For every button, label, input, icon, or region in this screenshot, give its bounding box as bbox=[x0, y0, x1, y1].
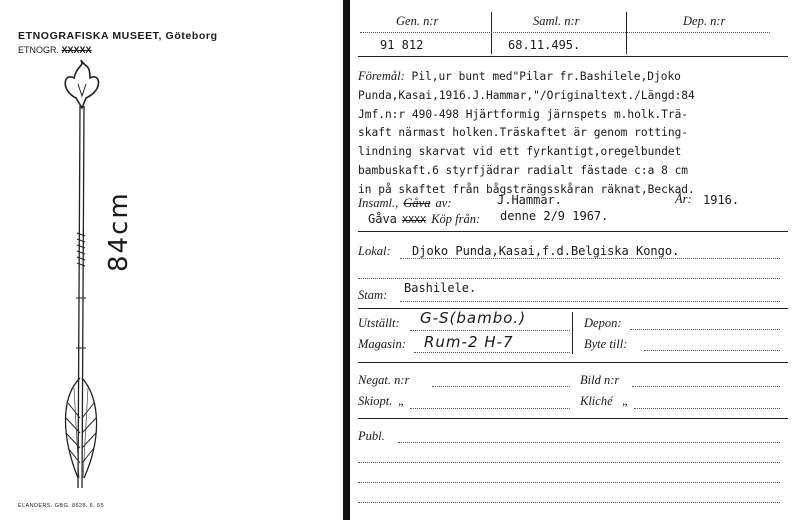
etnogr-struck-value: XXXXX bbox=[61, 45, 92, 55]
kop-row bbox=[368, 208, 480, 227]
arrow-drawing bbox=[40, 58, 130, 498]
kop-struck: XXXX bbox=[402, 215, 427, 226]
description-line: skaft närmast holken.Träskaftet är genom rotting- bbox=[358, 126, 689, 140]
depon-underline bbox=[630, 329, 780, 330]
publ-line bbox=[398, 442, 780, 443]
gen-label: Gen. n:r bbox=[396, 14, 439, 28]
negat-label: Negat. n:r bbox=[358, 373, 410, 387]
kop-label: Köp från: bbox=[431, 212, 481, 226]
handwritten-length: 84cm bbox=[104, 191, 134, 272]
lokal-label: Lokal: bbox=[358, 244, 391, 258]
negat-underline bbox=[432, 386, 570, 387]
kliche-underline bbox=[634, 408, 780, 409]
description-line: Punda,Kasai,1916.J.Hammar,"/Originaltext./Längd:84 bbox=[358, 88, 695, 102]
section-rule bbox=[358, 362, 788, 363]
skiopt-value: „ bbox=[398, 394, 405, 408]
section-rule bbox=[358, 418, 788, 419]
header-underline bbox=[360, 32, 770, 33]
ar-value: 1916. bbox=[703, 193, 740, 207]
ar-label: År: bbox=[675, 192, 692, 206]
bild-underline bbox=[632, 386, 780, 387]
printer-imprint: ELANDERS. GBG. 8628. 6. 65 bbox=[18, 503, 104, 509]
description-text: Pil,ur bunt med"Pilar fr.Bashilele,Djoko bbox=[411, 70, 681, 83]
section-rule bbox=[358, 231, 788, 232]
stam-label: Stam: bbox=[358, 288, 388, 302]
utstallt-value: G-S(bambo.) bbox=[420, 309, 527, 327]
skiopt-label: Skiopt. bbox=[358, 394, 393, 408]
byte-underline bbox=[644, 350, 780, 351]
kop-value: denne 2/9 1967. bbox=[500, 209, 609, 223]
saml-label: Saml. n:r bbox=[533, 14, 580, 28]
description-label: Föremål: bbox=[358, 69, 405, 83]
lokal-underline-2 bbox=[358, 278, 780, 279]
stam-underline bbox=[400, 301, 780, 302]
etnogr-label: ETNOGR. bbox=[18, 45, 60, 55]
dep-label: Dep. n:r bbox=[683, 14, 726, 28]
magasin-value: Rum-2 H-7 bbox=[424, 333, 514, 351]
description-line bbox=[358, 67, 790, 87]
publ-line bbox=[358, 462, 780, 463]
description-block bbox=[358, 67, 790, 200]
insaml-struck: Gåva bbox=[403, 196, 431, 210]
description-line: lindning skarvat vid ett fyrkantigt,oregelbundet bbox=[358, 145, 682, 159]
publ-line bbox=[358, 482, 780, 483]
header-divider bbox=[626, 12, 627, 54]
stam-value: Bashilele. bbox=[404, 281, 477, 295]
magasin-label: Magasin: bbox=[358, 337, 406, 351]
museum-name: ETNOGRAFISKA MUSEET, Göteborg bbox=[18, 30, 218, 42]
card-divider-bar bbox=[343, 0, 350, 520]
insaml-av-label: av: bbox=[435, 196, 452, 210]
utstallt-label: Utställt: bbox=[358, 316, 400, 330]
kop-prefix: Gåva bbox=[368, 212, 397, 226]
publ-line bbox=[358, 502, 780, 503]
kliche-value: „ bbox=[622, 394, 629, 408]
lokal-value: Djoko Punda,Kasai,f.d.Belgiska Kongo. bbox=[412, 244, 680, 258]
publ-label: Publ. bbox=[358, 429, 385, 443]
description-line: Jmf.n:r 490-498 Hjärtformig järnspets m.holk.Trä- bbox=[358, 107, 689, 121]
description-line: bambuskaft.6 styrfjädrar radialt fästade c:a 8 cm bbox=[358, 163, 689, 177]
description-line: in på skaftet från bågsträngsskåran räknat,Beckad. bbox=[358, 182, 695, 196]
insaml-value: J.Hammar. bbox=[497, 193, 563, 207]
lokal-underline bbox=[400, 258, 780, 259]
insaml-label: Insaml., bbox=[358, 196, 399, 210]
gen-value: 91 812 bbox=[380, 38, 424, 52]
skiopt-underline bbox=[410, 408, 570, 409]
utstallt-underline bbox=[410, 330, 570, 331]
byte-label: Byte till: bbox=[584, 337, 628, 351]
bild-label: Bild n:r bbox=[580, 373, 620, 387]
magasin-underline bbox=[414, 352, 570, 353]
etnogr-field bbox=[18, 45, 92, 55]
header-divider bbox=[491, 12, 492, 54]
header-rule bbox=[358, 56, 788, 57]
saml-value: 68.11.495. bbox=[508, 38, 581, 52]
storage-divider bbox=[572, 312, 573, 354]
kliche-label: Kliché bbox=[580, 394, 613, 408]
depon-label: Depon: bbox=[584, 316, 622, 330]
